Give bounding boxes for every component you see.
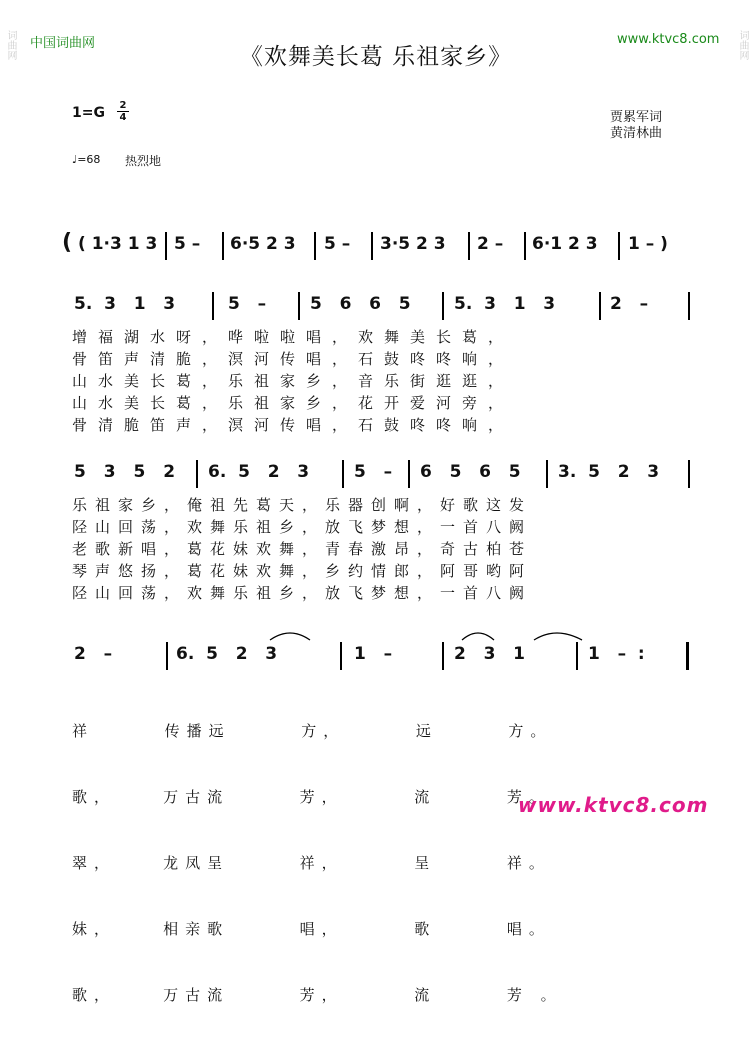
tempo-mark: ♩=68: [72, 153, 101, 166]
measure: 2 –: [74, 644, 113, 664]
lyric-line: 陉山回荡，欢舞乐祖乡，放飞梦想，一首八阙: [72, 584, 533, 602]
watermark-right: [734, 30, 750, 65]
lyrics-block: [72, 676, 563, 1050]
measure: 6. 5 2 3: [208, 462, 310, 482]
measure: 6 5 6 5: [420, 462, 521, 482]
composer: 黄清林曲: [610, 126, 663, 141]
system-2: [62, 290, 690, 434]
lyric-line: 骨笛声清脆，溟河传唱，石鼓咚咚响，: [72, 350, 515, 368]
measure: 6. 5 2 3: [176, 644, 278, 664]
measure: 2 3 1: [454, 644, 525, 664]
slur-marks: [62, 626, 690, 646]
measure: 5. 3 1 3: [74, 294, 176, 314]
lyrics-block: [72, 494, 532, 604]
measure: 1 – :: [588, 644, 645, 664]
key-signature: 1=G: [72, 105, 105, 121]
measure-3: 6·5 2 3: [230, 234, 296, 254]
lyric-line: 山水美长葛，乐祖家乡，花开爱河旁，: [72, 394, 515, 412]
watermark-left: [2, 30, 18, 65]
measure: 5 6 6 5: [310, 294, 411, 314]
lyric-line: 琴声悠扬，葛花妹欢舞，乡约情郎，阿哥哟阿: [72, 562, 533, 580]
lyric-line: 歌， 万古流 芳， 流 芳 。: [72, 986, 563, 1004]
measure-7: 6·1 2 3: [532, 234, 598, 254]
measure-5: 3·5 2 3: [380, 234, 446, 254]
measure: 5 3 5 2: [74, 462, 182, 482]
lyrics-block: [72, 326, 514, 436]
measure-6: 2 –: [477, 234, 504, 254]
song-title: 《欢舞美长葛 乐祖家乡》: [239, 44, 513, 70]
lyric-line: 乐祖家乡，俺祖先葛天，乐器创啊，好歌这发: [72, 496, 533, 514]
time-numerator: 2: [119, 100, 127, 111]
system-3: [62, 458, 690, 603]
lyric-line: 陉山回荡，欢舞乐祖乡，放飞梦想，一首八阙: [72, 518, 533, 536]
watermark-right-text: 词曲网: [737, 30, 748, 60]
lyric-line: 翠， 龙凤呈 祥， 呈 祥。: [72, 854, 551, 872]
measure: 5. 3 1 3: [454, 294, 556, 314]
expression-mark: 热烈地: [125, 154, 162, 168]
site-logo[interactable]: [518, 793, 708, 817]
lyric-line: 山水美长葛，乐祖家乡，音乐街逛逛，: [72, 372, 515, 390]
measure: 5 –: [228, 294, 267, 314]
measure-4: 5 –: [324, 234, 351, 254]
measure-8: 1 – ): [628, 234, 668, 254]
measure-1: ( 1·3 1 3: [78, 234, 158, 254]
lyric-line: 歌， 万古流 芳， 流 芳。: [72, 788, 551, 806]
lyric-line: 老歌新唱，葛花妹欢舞，青春激昂，奇古柏苍: [72, 540, 533, 558]
measure-2: 5 –: [174, 234, 201, 254]
time-denominator: 4: [117, 111, 129, 123]
measure: 1 –: [354, 644, 393, 664]
site-url-right[interactable]: www.ktvc8.com: [617, 32, 720, 47]
logo-text: www.ktvc8.com: [518, 793, 709, 817]
time-signature: [117, 100, 129, 123]
site-name-left[interactable]: 中国词曲网: [30, 36, 96, 51]
lyricist: 贾累军词: [610, 110, 663, 125]
measure: 5 –: [354, 462, 393, 482]
lyric-line: 妹， 相亲歌 唱， 歌 唱。: [72, 920, 551, 938]
watermark-left-text: 词曲网: [5, 30, 16, 60]
lyric-line: 增福湖水呀，哗啦啦唱，欢舞美长葛，: [72, 328, 515, 346]
measure: 2 –: [610, 294, 649, 314]
lyric-line: 祥 传播远 方， 远 方。: [72, 722, 553, 740]
lyric-line: 骨清脆笛声，溟河传唱，石鼓咚咚响，: [72, 416, 515, 434]
system-intro: ( ( 1·3 1 3 5 – 6·5 2 3 5 – 3·5 2 3 2 – 6·1 2 3 1 – ): [62, 230, 690, 266]
measure: 3. 5 2 3: [558, 462, 660, 482]
